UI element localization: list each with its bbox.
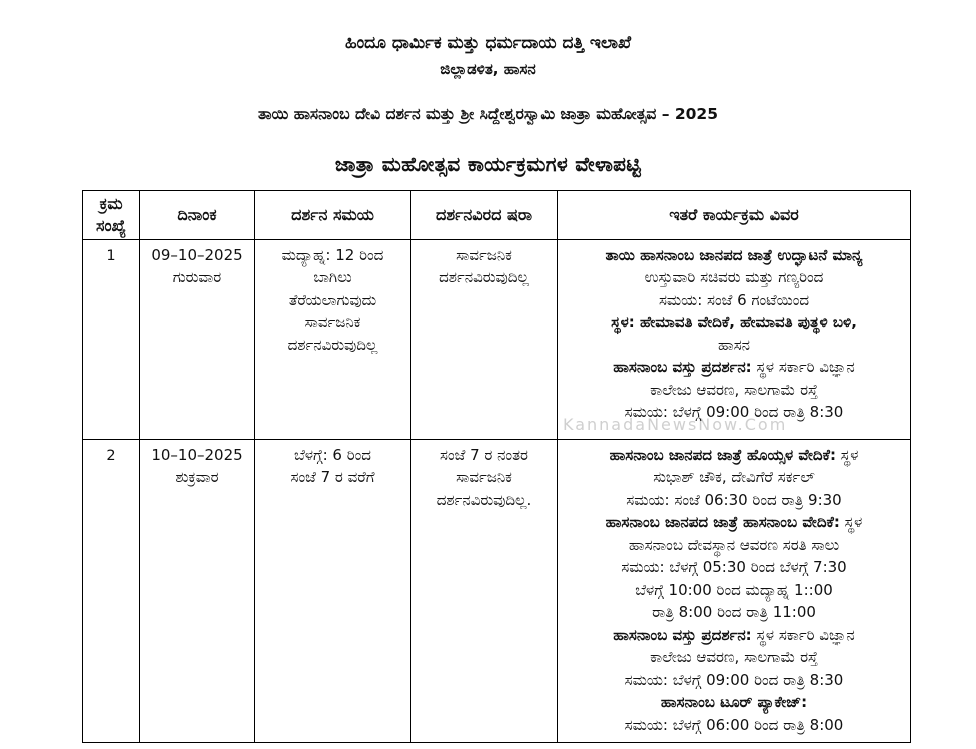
darshan-time-cell <box>255 439 411 743</box>
table-row <box>83 439 911 743</box>
column-header-1: ಕ್ರಮ ಸಂಖ್ಯೆ <box>83 190 140 239</box>
cell-line: ಸಮಯ: ಬೆಳಗ್ಗೆ 09:00 ರಿಂದ ರಾತ್ರಿ 8:30 <box>624 403 844 422</box>
cell-line: ಗುರುವಾರ <box>172 268 222 287</box>
table-row <box>83 239 911 439</box>
cell-line: ಸಂಜೆ 7 ರ ವರೆಗೆ <box>290 468 375 487</box>
district-line: ಜಿಲ್ಲಾಡಳಿತ, ಹಾಸನ <box>440 60 536 79</box>
cell-line: ಹಾಸನಾಂಬ ದೇವಸ್ಥಾನ ಆವರಣ ಸರತಿ ಸಾಲು <box>628 535 840 554</box>
watermark-text: KannadaNewsNow.Com <box>563 415 788 434</box>
cell-line: ಮದ್ಯಾಹ್ನ: 12 ರಿಂದ <box>281 245 384 264</box>
cell-line: 10–10–2025 <box>151 445 243 464</box>
no-darshan-remark-cell <box>411 439 558 743</box>
cell-line: ಸಾರ್ವಜನಿಕ <box>304 313 361 332</box>
event-subtitle: ತಾಯಿ ಹಾಸನಾಂಬ ದೇವಿ ದರ್ಶನ ಮತ್ತು ಶ್ರೀ ಸಿದ್ದೇಶ್ವರಸ್ವಾಮಿ ಜಾತ್ರಾ ಮಹೋತ್ಸವ – 2025 <box>257 104 719 123</box>
cell-line: ರಾತ್ರಿ 8:00 ರಿಂದ ರಾತ್ರಿ 11:00 <box>652 603 816 622</box>
cell-line: ಹಾಸನ <box>718 335 750 354</box>
cell-line: ಸ್ಥಳ: ಹೇಮಾವತಿ ವೇದಿಕೆ, ಹೇಮಾವತಿ ಪುತ್ಥಳಿ ಬಳಿ, <box>611 313 857 332</box>
cell-line: ಸಮಯ: ಬೆಳಗ್ಗೆ 06:00 ರಿಂದ ರಾತ್ರಿ 8:00 <box>624 715 844 734</box>
cell-line: ದರ್ಶನವಿರುವುದಿಲ್ಲ <box>287 335 378 354</box>
cell-line: ಹಾಸನಾಂಬ ಟೂರ್ ಪ್ಯಾಕೇಜ್: <box>660 693 808 712</box>
column-header-3: ದರ್ಶನ ಸಮಯ <box>255 190 411 239</box>
cell-line: ಸಾರ್ವಜನಿಕ <box>456 468 512 487</box>
cell-line: ಸಮಯ: ಸಂಜೆ 06:30 ರಿಂದ ರಾತ್ರಿ 9:30 <box>626 490 842 509</box>
cell-line: ಸುಭಾಶ್ ಚೌಕ, ದೇವಿಗೆರೆ ಸರ್ಕಲ್ <box>653 468 815 487</box>
serial-number-cell: 1 <box>83 239 140 439</box>
schedule-table <box>82 190 911 744</box>
cell-line: ಹಾಸನಾಂಬ ವಸ್ತು ಪ್ರದರ್ಶನ: ಸ್ಥಳ ಸರ್ಕಾರಿ ವಿಜ್ಞಾನ <box>613 625 855 644</box>
cell-line: ಹಾಸನಾಂಬ ಜಾನಪದ ಜಾತ್ರೆ ಹಾಸನಾಂಬ ವೇದಿಕೆ: ಸ್ಥಳ <box>605 513 863 532</box>
column-header-2: ದಿನಾಂಕ <box>140 190 255 239</box>
column-header-5: ಇತರೆ ಕಾರ್ಯಕ್ರಮ ವಿವರ <box>558 190 911 239</box>
cell-line: ಬೆಳಗ್ಗೆ 10:00 ರಿಂದ ಮದ್ಯಾಹ್ನ 1::00 <box>635 580 833 599</box>
cell-line: ಕಾಲೇಜು ಆವರಣ, ಸಾಲಗಾಮೆ ರಸ್ತೆ <box>650 648 818 667</box>
cell-line: ಹಾಸನಾಂಬ ಜಾನಪದ ಜಾತ್ರೆ ಹೊಯ್ಸಳ ವೇದಿಕೆ: ಸ್ಥಳ <box>609 445 859 464</box>
cell-line: ತಾಯಿ ಹಾಸನಾಂಬ ಜಾನಪದ ಜಾತ್ರೆ ಉದ್ಘಾಟನೆ ಮಾನ್ಯ <box>605 245 863 264</box>
cell-line: ಹಾಸನಾಂಬ ವಸ್ತು ಪ್ರದರ್ಶನ: ಸ್ಥಳ ಸರ್ಕಾರಿ ವಿಜ್ಞಾನ <box>613 358 855 377</box>
darshan-time-cell <box>255 239 411 439</box>
cell-line: ಸಮಯ: ಬೆಳಗ್ಗೆ 05:30 ರಿಂದ ಬೆಳಗ್ಗೆ 7:30 <box>621 558 847 577</box>
cell-line: ಸಾರ್ವಜನಿಕ <box>456 245 512 264</box>
schedule-title: ಜಾತ್ರಾ ಮಹೋತ್ಸವ ಕಾರ್ಯಕ್ರಮಗಳ ವೇಳಾಪಟ್ಟಿ <box>334 151 642 176</box>
table-body <box>83 239 911 743</box>
other-programs-cell <box>558 239 911 439</box>
date-cell <box>140 439 255 743</box>
cell-line: ಸಂಜೆ 7 ರ ನಂತರ <box>440 445 528 464</box>
document-header <box>0 0 976 176</box>
cell-line: ದರ್ಶನವಿರುವುದಿಲ್ಲ <box>439 268 529 287</box>
date-cell <box>140 239 255 439</box>
department-title: ಹಿಂದೂ ಧಾರ್ಮಿಕ ಮತ್ತು ಧರ್ಮದಾಯ ದತ್ತಿ ಇಲಾಖೆ <box>344 33 632 53</box>
cell-line: ಬಾಗಿಲು <box>313 268 352 287</box>
cell-line: ತೆರೆಯಲಾಗುವುದು <box>288 290 377 309</box>
cell-line: 09–10–2025 <box>151 245 243 264</box>
column-header-4: ದರ್ಶನವಿರದ ಷರಾ <box>411 190 558 239</box>
other-programs-cell <box>558 439 911 743</box>
no-darshan-remark-cell <box>411 239 558 439</box>
cell-line: ಬೆಳಗ್ಗೆ: 6 ರಿಂದ <box>294 445 371 464</box>
cell-line: ಸಮಯ: ಬೆಳಗ್ಗೆ 09:00 ರಿಂದ ರಾತ್ರಿ 8:30 <box>624 670 844 689</box>
table-header-row <box>83 190 911 239</box>
serial-number-cell: 2 <box>83 439 140 743</box>
cell-line: ದರ್ಶನವಿರುವುದಿಲ್ಲ. <box>436 490 532 509</box>
cell-line: ಉಸ್ತುವಾರಿ ಸಚಿವರು ಮತ್ತು ಗಣ್ಯರಿಂದ <box>644 268 824 287</box>
cell-line: ಶುಕ್ರವಾರ <box>175 468 219 487</box>
cell-line: ಸಮಯ: ಸಂಜೆ 6 ಗಂಟೆಯಿಂದ <box>658 290 810 309</box>
cell-line: ಕಾಲೇಜು ಆವರಣ, ಸಾಲಗಾಮೆ ರಸ್ತೆ <box>650 380 818 399</box>
